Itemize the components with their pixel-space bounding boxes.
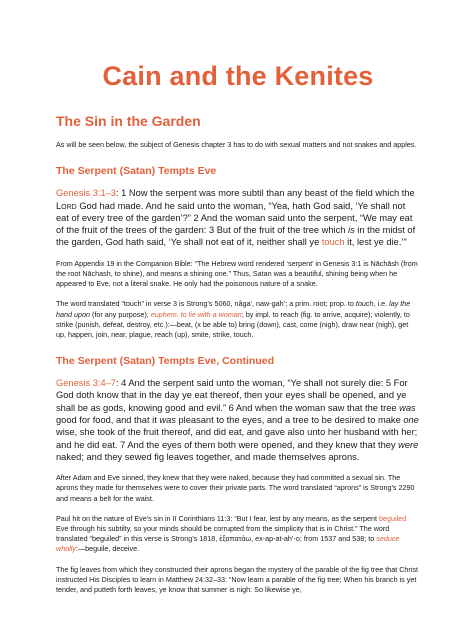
paragraph-italic-text: touch — [355, 299, 374, 309]
verse-italic-text: one — [403, 415, 419, 425]
genesis-3-4-7-link[interactable]: Genesis 3:4–7 — [56, 378, 116, 389]
verse-italic-text: is — [348, 225, 355, 236]
verse-text: pleasant to the eyes, and a tree to be desired to make — [175, 415, 404, 425]
verse-italic-text: were — [398, 439, 419, 450]
beguiled-link[interactable]: beguiled — [378, 513, 407, 523]
section-heading-sin-in-garden: The Sin in the Garden — [56, 113, 201, 129]
strongs-touch-paragraph — [56, 299, 420, 340]
verse-text: wise, she took of the fruit thereof, and did eat, and gave also unto her husband with her; and he did eat. 7 And the eyes of them both were opened, and they knew that they — [56, 427, 418, 450]
paragraph-text: :—beguile, deceive. — [75, 544, 140, 554]
seduce-wholly-link[interactable]: seduce wholly — [56, 534, 400, 554]
section-heading-serpent-continued: The Serpent (Satan) Tempts Eve, Continued — [56, 355, 274, 368]
verse-text: : 4 And the serpent said unto the woman, “Ye shall not surely die: 5 For God doth know that in the day ye eat thereof, then your eyes shall be opened, and ye shall be as gods, knowing good and evil.” 6 And when the woman saw that the tree — [56, 378, 408, 413]
genesis-3-1-3-verse — [56, 187, 420, 248]
companion-bible-paragraph: From Appendix 19 in the Companion Bible: “The Hebrew word rendered ‘serpent’ in Genesis 3:1 is Nāchāsh (from the root Nāchash, to shine), and means a shining one.” Thus, Satan was a beautiful, shining being when he appeared to Eve, not a literal snake. He only had the poisonous nature of a snake. — [56, 258, 418, 289]
paragraph-text: ; by impl. to reach (fig. to arrive, acquire); violently, to strike (punish, defeat, destroy, etc.):—beat, (x be able to) bring (down), cast, come (nigh), draw near (nigh), get up, happen, join, near, plague, reach (up), smite, strike, touch. — [56, 309, 410, 339]
fig-leaves-paragraph: The fig leaves from which they constructed their aprons began the mystery of the parable of the fig tree that Christ instructed His Disciples to learn in Matthew 24:32–33: “Now learn a parable of the fig tree; When his branch is yet tender, and putteth forth leaves, ye know that summer is nigh: So likewise ye, — [56, 564, 418, 595]
page-title: Cain and the Kenites — [102, 61, 374, 91]
verse-text: it, lest ye die.’” — [344, 237, 407, 248]
verse-text: God had made. And he said unto the woman, “Yea, hath God said, ‘Ye shall not eat of every tree of the garden’?” 2 And the woman said unto the serpent, “We may eat of the fruit of the trees of the garden: 3 But of the fruit of the tree which — [56, 200, 413, 236]
paragraph-text: Paul hit on the nature of Eve’s sin in II Corinthians 11:3: “But I fear, lest by any means, as the serpent — [56, 513, 379, 523]
paragraph-italic-text: lay the hand upon — [56, 299, 411, 319]
genesis-3-4-7-verse — [56, 377, 420, 463]
paragraph-text: (for any purpose); — [89, 309, 151, 319]
verse-text: naked; and they sewed fig leaves together, and made themselves aprons. — [56, 451, 360, 462]
section-heading-serpent-tempts-eve: The Serpent (Satan) Tempts Eve — [56, 165, 217, 178]
verse-italic-text: was — [399, 402, 416, 413]
verse-text: good for food, and that it — [56, 415, 160, 425]
paragraph-text: The word translated “touch” in verse 3 is Strong’s 5060, nâga‘, naw-gah’; a prim. root; prop. to — [56, 299, 356, 309]
paragraph-text: , i.e. — [373, 299, 390, 309]
verse-text: : 1 Now the serpent was more subtil than any beast of the field which the — [115, 188, 415, 199]
aprons-paragraph: After Adam and Eve sinned, they knew that they were naked, because they had committed a sexual sin. The aprons they made for themselves were to cover their private parts. The word translated “aprons” is Strong’s 2290 and means a belt for the waist. — [56, 473, 415, 503]
verse-text: Lord — [56, 200, 77, 211]
verse-italic-text: was — [159, 415, 176, 425]
intro-paragraph: As will be seen below, the subject of Genesis chapter 3 has to do with sexual matters and not snakes and apples. — [56, 140, 417, 149]
genesis-3-1-3-link[interactable]: Genesis 3:1–3 — [56, 188, 116, 199]
touch-link[interactable]: touch — [321, 237, 345, 248]
verse-text: in the midst of the garden, God hath said, ‘Ye shall not eat of it, neither shall ye — [56, 225, 416, 248]
euphemism-link[interactable]: euphem. to lie with a woman — [150, 309, 242, 319]
beguiled-paragraph — [56, 514, 420, 555]
paragraph-text: Eve through his subtilty, so your minds should be corrupted from the simplicity that is in Christ.” The word translated “beguiled” in this verse is Strong’s 1818, ἐξαπατάω, ex-ap-at-ah’-o; from 1537 and 538; to — [56, 524, 390, 544]
